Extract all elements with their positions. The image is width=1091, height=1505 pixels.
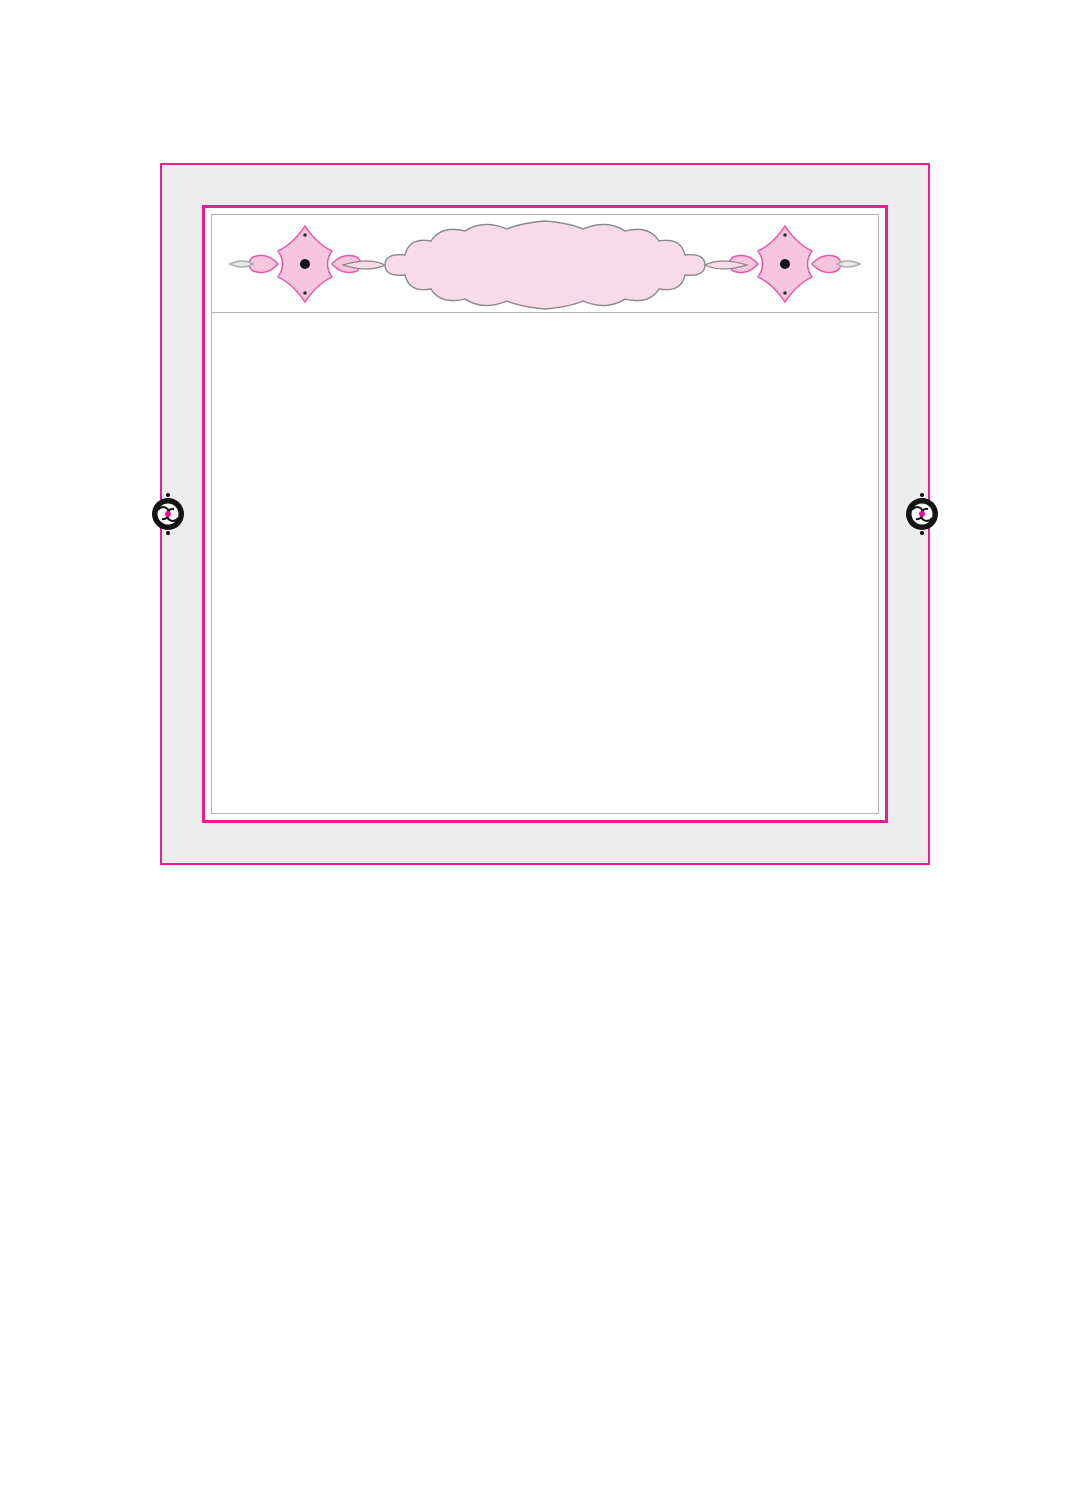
ornamental-border-bottom bbox=[162, 823, 928, 863]
quran-verses bbox=[212, 397, 878, 399]
quran-frame bbox=[160, 163, 930, 865]
ornamental-border-top bbox=[162, 165, 928, 205]
quran-content-box bbox=[211, 214, 879, 814]
border-medallion-right bbox=[899, 491, 945, 537]
surah-title-banner bbox=[212, 215, 878, 313]
border-medallion-left bbox=[145, 491, 191, 537]
bismillah bbox=[212, 313, 878, 397]
title-cartouche bbox=[325, 215, 765, 313]
